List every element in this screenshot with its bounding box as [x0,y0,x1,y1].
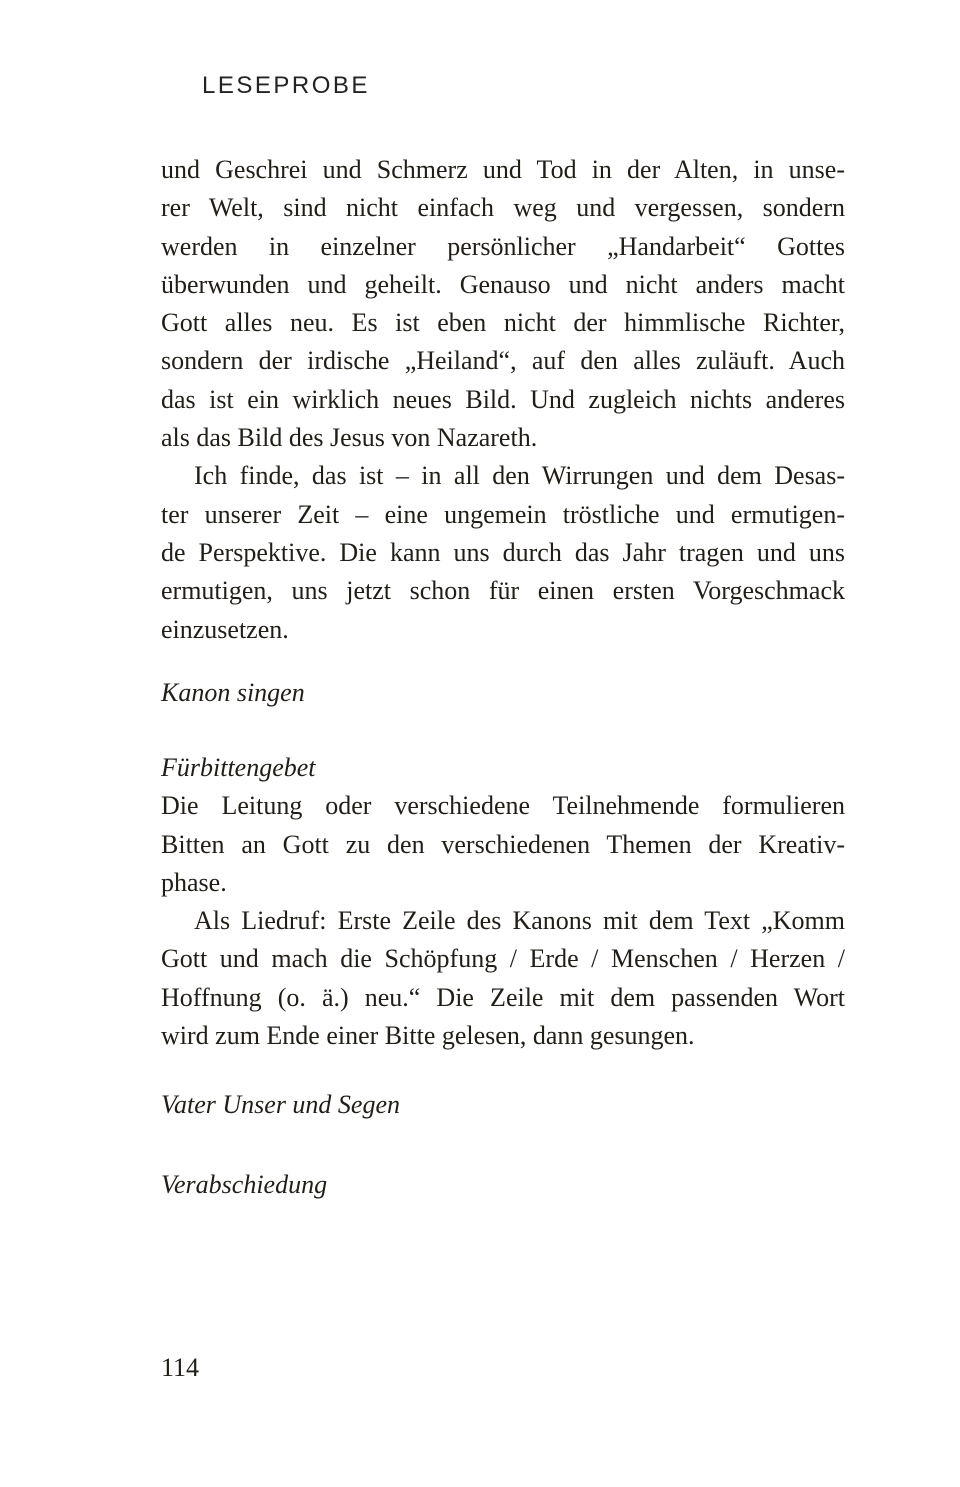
paragraph-ich-finde [161,457,845,648]
text-line: einzusetzen. [161,614,289,644]
text-line: phase. [161,867,227,897]
text-line: Als Liedruf: Erste Zeile des Kanons mit dem Text „Komm [194,906,845,936]
section-heading-verabschiedung: Verabschiedung [161,1170,328,1199]
text-line: Gott alles neu. Es ist eben nicht der himmlische Richter, [161,308,845,338]
text-line: de Perspektive. Die kann uns durch das Jahr tragen und uns [161,537,845,567]
fuerbitten-section [161,749,845,1055]
paragraph-die-leitung [161,787,845,902]
text-line: das ist ein wirklich neues Bild. Und zugleich nichts anderes [161,384,845,414]
page-number: 114 [161,1353,200,1382]
text-line: Die Leitung oder verschiedene Teilnehmende formulieren [161,791,845,821]
text-line: rer Welt, sind nicht einfach weg und vergessen, sondern [161,193,845,223]
text-line: überwunden und geheilt. Genauso und nicht anders macht [161,269,845,299]
text-line: ermutigen, uns jetzt schon für einen ersten Vorgeschmack [161,576,845,606]
text-line: werden in einzelner persönlicher „Handarbeit“ Gottes [161,231,845,261]
page-header-label: LESEPROBE [202,72,370,99]
section-heading-kanon-singen: Kanon singen [161,678,305,707]
section-heading-fuerbittengebet: Fürbittengebet [161,753,316,782]
paragraph-continuation [161,151,845,457]
text-line: ter unserer Zeit – eine ungemein tröstliche und ermutigen- [161,499,845,529]
text-line: Ich finde, das ist – in all den Wirrungen und dem Desas- [194,461,845,491]
text-line: Gott und mach die Schöpfung / Erde / Menschen / Herzen / [161,944,845,974]
text-line: Bitten an Gott zu den verschiedenen Themen der Kreativ- [161,829,845,859]
text-line: und Geschrei und Schmerz und Tod in der Alten, in unse- [161,155,845,184]
section-heading-vater-unser: Vater Unser und Segen [161,1090,401,1119]
text-line: sondern der irdische „Heiland“, auf den alles zuläuft. Auch [161,346,845,376]
text-line: wird zum Ende einer Bitte gelesen, dann gesungen. [161,1021,695,1051]
main-text-block [161,151,845,649]
paragraph-als-liedruf [161,902,845,1055]
text-line: als das Bild des Jesus von Nazareth. [161,423,538,453]
text-line: Hoffnung (o. ä.) neu.“ Die Zeile mit dem passenden Wort [161,982,845,1012]
